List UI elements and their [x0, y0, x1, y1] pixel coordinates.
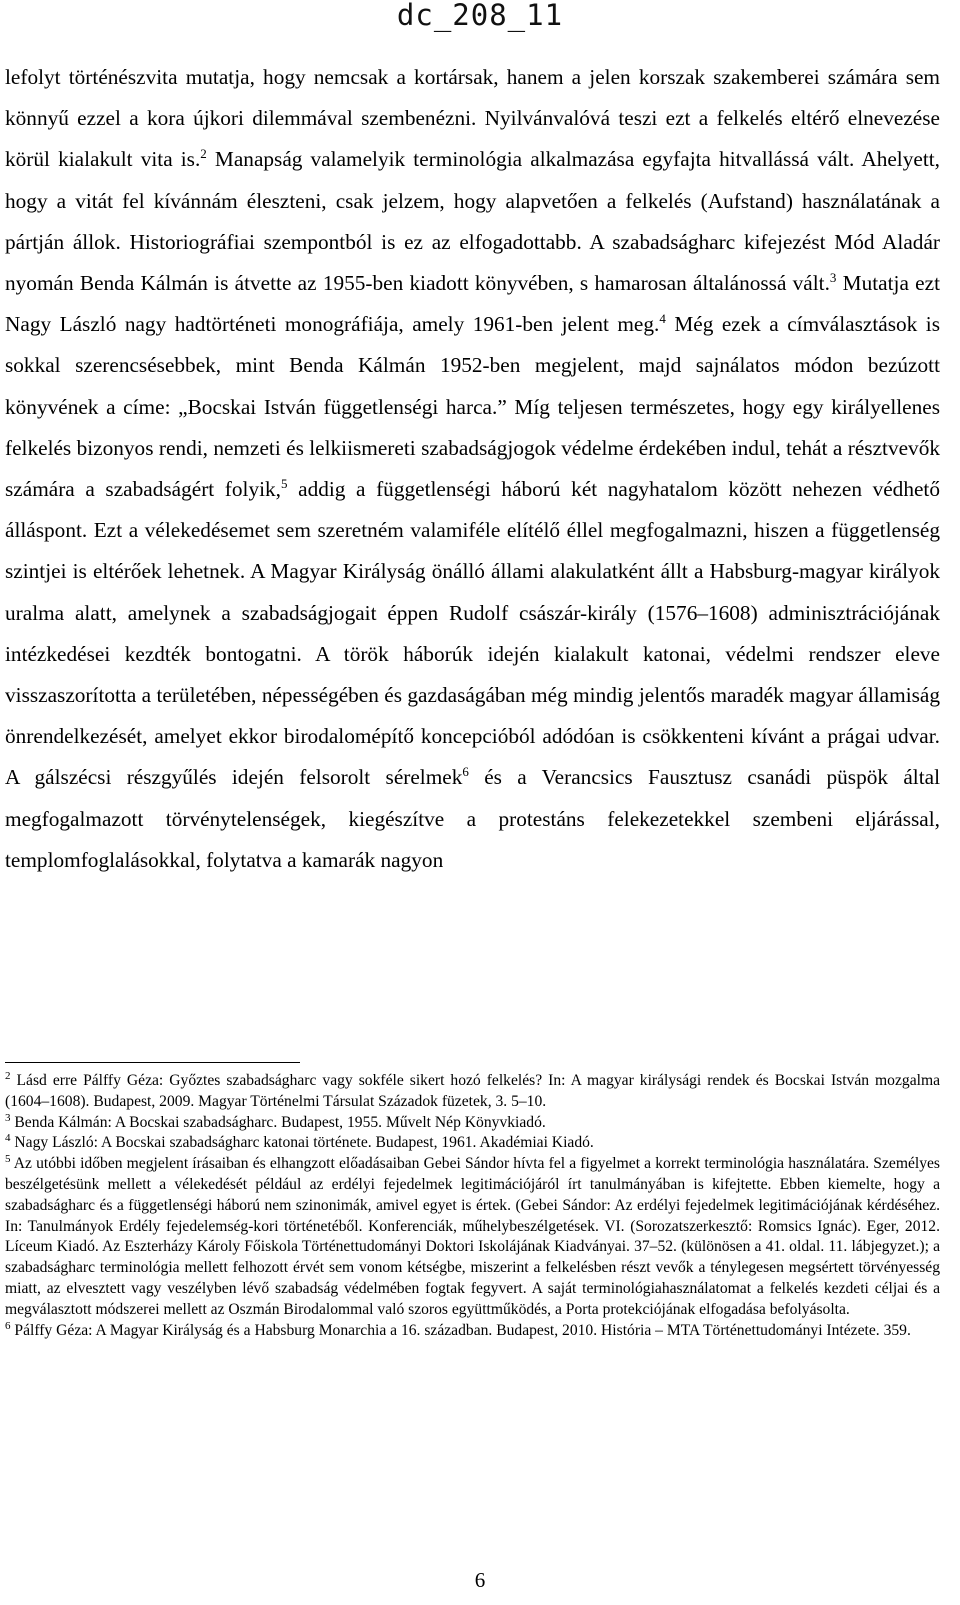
- footnote-ref-5[interactable]: 5: [281, 475, 288, 491]
- footnote-number: 6: [5, 1319, 11, 1332]
- body-text-segment: Manapság valamelyik terminológia alkalmazása egyfajta hitvallássá vált. Ahelyett, hogy a vitát fel kívánnám éleszteni, csak jelzem, hogy alapvetően a felkelés (Aufstand) használatának a pártján állok. Historiográfiai szempontból is ez az elfogadottabb. A szabadságharc kifejezést Mód Aladár nyomán Benda Kálmán is átvette az 1955-ben kiadott könyvében, s hamarosan általánossá vált.: [5, 147, 940, 296]
- footnote-text: Nagy László: A Bocskai szabadságharc katonai története. Budapest, 1961. Akadémiai Kiadó.: [14, 1134, 594, 1152]
- footnote-ref-6[interactable]: 6: [462, 764, 469, 780]
- document-id-header: dc_208_11: [396, 0, 564, 32]
- footnote-5: [5, 1154, 940, 1320]
- body-paragraph: [5, 57, 940, 881]
- body-text-segment: addig a függetlenségi háború két nagyhatalom között nehezen védhető álláspont. Ezt a vélekedésemet sem szeretném valamiféle elítélő éllel megfogalmazni, hiszen a függetlenség szintjei is eltérőek lehetnek. A Magyar Királyság önálló állami alakulatként állt a Habsburg-magyar királyok uralma alatt, amelynek a szabadságjogait éppen Rudolf császár-király (1576–1608) adminisztrációjának intézkedései kezdték bontogatni. A török háborúk idején kialakult katonai, védelmi rendszer eleve visszaszorította a területében, népességében és gazdaságában még mindig jelentős maradék magyar államiság önrendelkezését, amelyet ekkor birodalomépítő koncepcióból adódóan is csökkenteni kívánt a prágai udvar. A gálszécsi részgyűlés idején felsorolt sérelmek: [5, 477, 940, 790]
- footnote-number: 3: [5, 1111, 11, 1124]
- footnote-3: [5, 1113, 940, 1134]
- page-number: 6: [474, 1568, 486, 1592]
- body-text-segment: és a Verancsics Fausztusz csanádi püspök által megfogalmazott törvénytelenségek, kiegészítve a protestáns felekezetekkel szembeni eljárással, templomfoglalásokkal, folytatva a kamarák nagyon: [5, 765, 940, 872]
- body-text-segment: Még ezek a címválasztások is sokkal szerencsésebbek, mint Benda Kálmán 1952-ben megjelent, majd sajnálatos módon bezúzott könyvének a címe: „Bocskai István függetlenségi harca.” Míg teljesen természetes, hogy egy királyellenes felkelés bizonyos rendi, nemzeti és lelkiismereti szabadságjogok védelme érdekében indul, tehát a résztvevők számára a szabadságért folyik,: [5, 312, 940, 502]
- footnote-6: [5, 1321, 940, 1342]
- footnote-2: [5, 1071, 940, 1113]
- footnote-number: 2: [5, 1069, 11, 1082]
- footnote-ref-2[interactable]: 2: [200, 146, 207, 162]
- footnote-text: Az utóbbi időben megjelent írásaiban és elhangzott előadásaiban Gebei Sándor hívta fel a figyelmet a korrekt terminológia használatára. Személyes beszélgetésünk mellett a vélekedését például az erdélyi fejedelmek legitimációjáról írt tanulmányában is kifejtette. Ebben kiemelte, hogy a szabadságharc és a függetlenségi háború nem szinonimák, amivel egyet is értek. (Gebei Sándor: Az erdélyi fejedelmek legitimációjának kérdéséhez. In: Tanulmányok Erdély fejedelemség-kori történetéből. Konferenciák, műhelybeszélgetések. VI. (Sorozatszerkesztő: Romsics Ignác). Eger, 2012. Líceum Kiadó. Az Eszterházy Károly Főiskola Történettudományi Doktori Iskolájának Kiadványai. 37–52. (különösen a 41. oldal. 11. lábjegyzet.); a szabadságharc terminológia mellett felhozott érvét sem vonom kétségbe, miszerint a felkelésben részt vevők a ténylegesen megsértett törvényesség miatt, az elvesztett vagy veszélyben lévő szabadság védelmében fogtak fegyvert. A saját terminológiahasználatomat a felkelés kezdeti céljai és a megválasztott módszerei mellett az Oszmán Birodalommal való szoros együttműködés, a Porta protekciójának elfogadása befolyásolta.: [5, 1155, 940, 1318]
- footnote-ref-3[interactable]: 3: [829, 269, 837, 285]
- footnote-text: Lásd erre Pálffy Géza: Győztes szabadságharc vagy sokféle sikert hozó felkelés? In: A magyar királysági rendek és Bocskai István mozgalma (1604–1608). Budapest, 2009. Magyar Történelmi Társulat Századok füzetek, 3. 5–10.: [5, 1072, 941, 1110]
- footnote-number: 5: [5, 1153, 11, 1165]
- footnote-text: Pálffy Géza: A Magyar Királyság és a Habsburg Monarchia a 16. században. Budapest, 2010. História – MTA Történettudományi Intézete. 359.: [14, 1321, 911, 1339]
- body-text-segment: lefolyt történészvita mutatja, hogy nemcsak a kortársak, hanem a jelen korszak szakemberei számára sem könnyű ezzel a kora újkori dilemmával szembenézni. Nyilvánvalóvá teszi ezt a felkelés eltérő elnevezése körül kialakult vita is.: [5, 65, 940, 172]
- footnote-text: Benda Kálmán: A Bocskai szabadságharc. Budapest, 1955. Művelt Nép Könyvkiadó.: [14, 1113, 546, 1131]
- body-text-segment: Mutatja ezt Nagy László nagy hadtörténeti monográfiája, amely 1961-ben jelent meg.: [5, 271, 940, 337]
- footnote-4: [5, 1133, 940, 1154]
- footnote-number: 4: [5, 1132, 11, 1145]
- footnote-separator: [5, 1062, 300, 1063]
- footnote-ref-4[interactable]: 4: [659, 311, 666, 327]
- footnotes-section: [5, 1071, 940, 1341]
